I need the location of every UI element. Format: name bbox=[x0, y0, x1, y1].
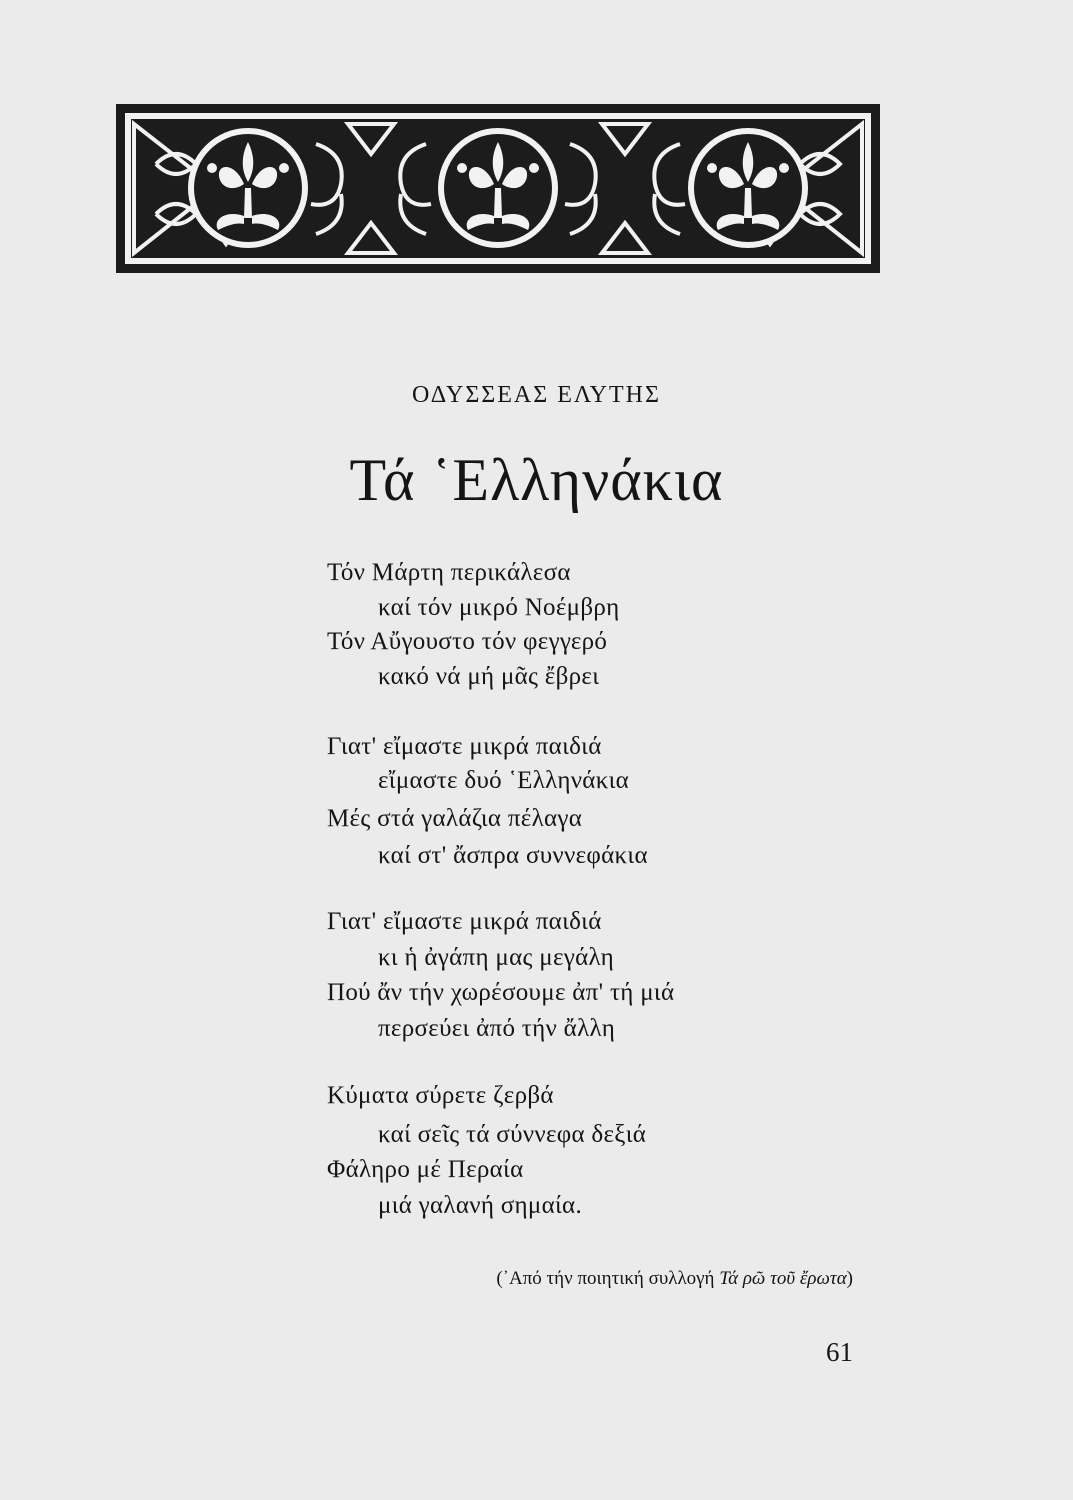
poem-line: Γιατ' εἴμαστε μικρά παιδιά bbox=[327, 908, 602, 935]
source-citation bbox=[0, 1268, 853, 1290]
poem-line: μιά γαλανή σημαία. bbox=[378, 1192, 582, 1219]
poem-line: κακό νά μή μᾶς ἔβρει bbox=[378, 663, 600, 690]
source-prefix: (᾿Από τήν ποιητική συλλογή bbox=[496, 1268, 720, 1289]
poem-line: Τόν Αὔγουστο τόν φεγγερό bbox=[327, 628, 608, 655]
poem-line: Μές στά γαλάζια πέλαγα bbox=[327, 805, 583, 832]
source-suffix: ) bbox=[846, 1268, 853, 1289]
poem-line: Τόν Μάρτη περικάλεσα bbox=[327, 559, 571, 586]
poem-line: Κύματα σύρετε ζερβά bbox=[327, 1082, 554, 1109]
decorative-header-ornament bbox=[116, 104, 880, 273]
poem-line: Φάληρο μέ Περαία bbox=[327, 1156, 524, 1183]
poem-line: καί σεῖς τά σύννεφα δεξιά bbox=[378, 1121, 647, 1148]
poem-line: εἴμαστε δυό ῾Ελληνάκια bbox=[378, 767, 630, 794]
author-name: ΟΔΥΣΣΕΑΣ ΕΛΥΤΗΣ bbox=[412, 382, 661, 408]
page-number: 61 bbox=[826, 1337, 853, 1367]
poem-title: Τά ῾Ελληνάκια bbox=[349, 447, 724, 513]
poem-line: περσεύει ἀπό τήν ἄλλη bbox=[378, 1015, 616, 1042]
poem-line: Πού ἄν τήν χωρέσουμε ἀπ' τή μιά bbox=[327, 979, 675, 1006]
poem-line: Γιατ' εἴμαστε μικρά παιδιά bbox=[327, 733, 602, 760]
poem-line: καί τόν μικρό Νοέμβρη bbox=[378, 594, 620, 621]
source-book-title: Τά ρῶ τοῦ ἔρωτα bbox=[719, 1268, 847, 1289]
poem-line: κι ἡ ἀγάπη μας μεγάλη bbox=[378, 944, 615, 971]
poem-line: καί στ' ἄσπρα συννεφάκια bbox=[378, 842, 648, 869]
